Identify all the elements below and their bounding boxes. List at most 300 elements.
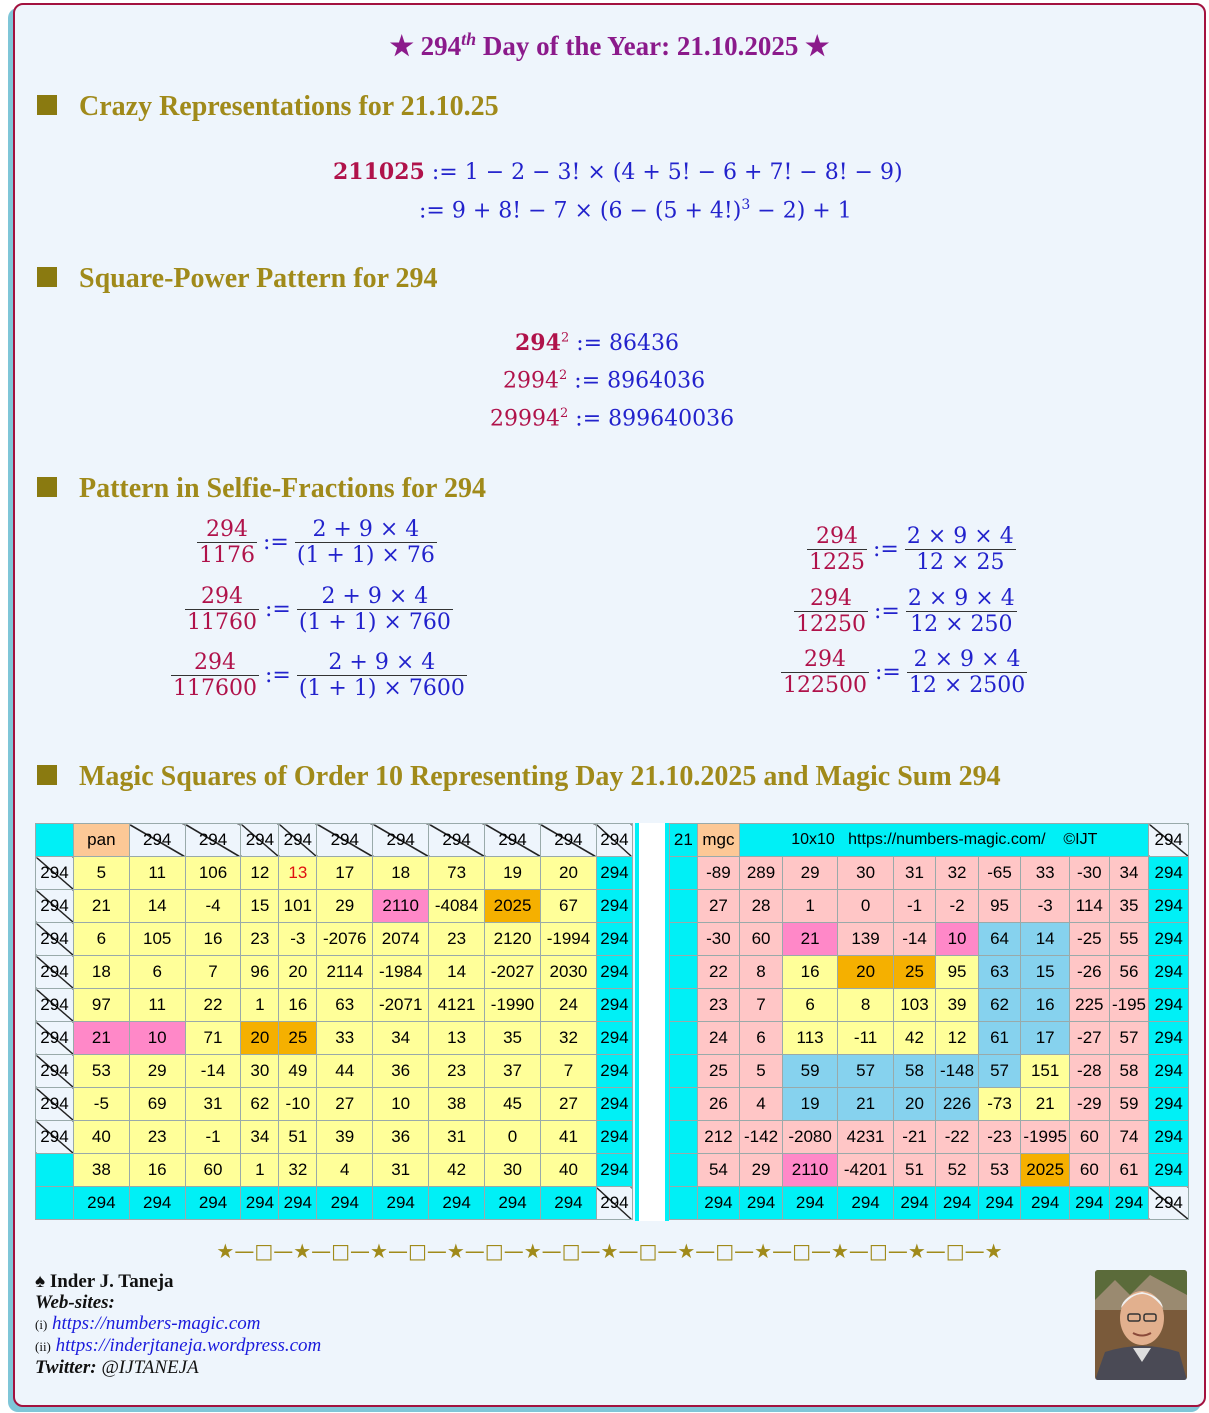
twitter-label: Twitter: — [35, 1357, 97, 1378]
magic-cell: 73 — [429, 857, 485, 890]
magic-cell: 51 — [893, 1154, 935, 1187]
column-sum-cell: 294 — [1070, 1187, 1110, 1220]
magic-cell: 1 — [241, 1154, 279, 1187]
magic-cell: 27 — [540, 1088, 596, 1121]
magic-cell: 139 — [838, 923, 893, 956]
magic-cell: 7 — [185, 956, 241, 989]
author-photo — [1095, 1270, 1187, 1380]
magic-cell: 44 — [317, 1055, 373, 1088]
diagonal-sum-cell: 294 — [596, 824, 632, 857]
website-link-1[interactable]: https://numbers-magic.com — [52, 1313, 261, 1334]
magic-cell: -3 — [1021, 890, 1070, 923]
magic-cell: -2076 — [317, 923, 373, 956]
row-sum-cell: 294 — [596, 956, 632, 989]
row-sum-cell: 294 — [1149, 989, 1189, 1022]
empty-cell — [36, 1187, 74, 1220]
magic-cell: -2027 — [485, 956, 541, 989]
row-sum-cell: 294 — [596, 923, 632, 956]
diagonal-sum-cell: 294 — [317, 824, 373, 857]
column-sum-cell: 294 — [241, 1187, 279, 1220]
magic-cell: -14 — [893, 923, 935, 956]
column-sum-cell: 294 — [129, 1187, 185, 1220]
magic-cell: 18 — [373, 857, 429, 890]
magic-cell: 62 — [241, 1088, 279, 1121]
magic-cell: 29 — [782, 857, 837, 890]
magic-cell: 42 — [893, 1022, 935, 1055]
empty-cell — [670, 1121, 698, 1154]
magic-cell: 2110 — [782, 1154, 837, 1187]
magic-cell: 5 — [740, 1055, 783, 1088]
magic-cell: 54 — [697, 1154, 740, 1187]
column-sum-cell: 294 — [429, 1187, 485, 1220]
square-bullet-icon — [37, 267, 57, 287]
magic-cell: -1984 — [373, 956, 429, 989]
empty-cell — [670, 989, 698, 1022]
selfie-fraction-left-3: $\frac{294}{117600}$ := $\frac{2 + 9 \times 4}{(1 + 1) \times 7600}$ — [173, 650, 465, 701]
magic-cell: -2 — [936, 890, 979, 923]
magic-cell: 55 — [1109, 923, 1149, 956]
magic-cell: 30 — [241, 1055, 279, 1088]
column-sum-cell: 294 — [279, 1187, 317, 1220]
magic-cell: 7 — [540, 1055, 596, 1088]
empty-cell — [670, 1187, 698, 1220]
magic-cell: 17 — [317, 857, 373, 890]
magic-cell: 52 — [936, 1154, 979, 1187]
square-bullet-icon — [37, 95, 57, 115]
magic-cell: 16 — [1021, 989, 1070, 1022]
empty-cell — [670, 1055, 698, 1088]
magic-cell: 29 — [740, 1154, 783, 1187]
magic-cell: 31 — [185, 1088, 241, 1121]
author-block: ♠ Inder J. Taneja Web-sites: (i) https://numbers-magic.com (ii) https://inderjtaneja.wordpress.com Twitter: @IJTANEJA — [35, 1271, 322, 1378]
magic-cell: 7 — [740, 989, 783, 1022]
magic-cell: 17 — [1021, 1022, 1070, 1055]
magic-cell: 151 — [1021, 1055, 1070, 1088]
magic-cell: 14 — [429, 956, 485, 989]
magic-cell: 62 — [978, 989, 1020, 1022]
magic-cell: -65 — [978, 857, 1020, 890]
magic-cell: 106 — [185, 857, 241, 890]
header-text: 10x10 https://numbers-magic.com/ ©IJT — [740, 824, 1149, 857]
magic-cell: 38 — [73, 1154, 129, 1187]
row-sum-cell: 294 — [36, 1022, 74, 1055]
magic-cell: 2114 — [317, 956, 373, 989]
magic-cell: -26 — [1070, 956, 1110, 989]
magic-cell: 53 — [978, 1154, 1020, 1187]
magic-cell: 23 — [697, 989, 740, 1022]
twitter-handle: @IJTANEJA — [101, 1357, 199, 1378]
magic-cell: 1 — [241, 989, 279, 1022]
magic-cell: 59 — [782, 1055, 837, 1088]
section-crazy-heading: Crazy Representations for 21.10.25 — [37, 91, 499, 123]
magic-cell: 64 — [978, 923, 1020, 956]
row-sum-cell: 294 — [596, 857, 632, 890]
row-sum-cell: 294 — [596, 1088, 632, 1121]
magic-cell: 2110 — [373, 890, 429, 923]
magic-cell: -28 — [1070, 1055, 1110, 1088]
magic-cell: -22 — [936, 1121, 979, 1154]
column-sum-cell: 294 — [697, 1187, 740, 1220]
row-sum-cell: 294 — [36, 1088, 74, 1121]
magic-cell: 27 — [317, 1088, 373, 1121]
magic-cell: 105 — [129, 923, 185, 956]
magic-cell: -142 — [740, 1121, 783, 1154]
magic-cell: 51 — [279, 1121, 317, 1154]
diagonal-sum-cell: 294 — [1149, 1187, 1189, 1220]
magic-cell: 30 — [485, 1154, 541, 1187]
magic-cell: 16 — [185, 923, 241, 956]
magic-cell: 13 — [429, 1022, 485, 1055]
magic-cell: 36 — [373, 1121, 429, 1154]
magic-cell: 25 — [893, 956, 935, 989]
title-date: Day of the Year: 21.10.2025 ★ — [476, 31, 830, 61]
magic-cell: 61 — [978, 1022, 1020, 1055]
magic-cell: -195 — [1109, 989, 1149, 1022]
magic-cell: 225 — [1070, 989, 1110, 1022]
magic-cell: 95 — [936, 956, 979, 989]
selfie-fraction-right-1: $\frac{294}{1225}$ := $\frac{2 \times 9 \times 4}{12 \times 25}$ — [809, 524, 1014, 575]
magic-cell: -1994 — [540, 923, 596, 956]
magic-cell: 11 — [129, 857, 185, 890]
magic-cell: 2025 — [485, 890, 541, 923]
magic-cell: 113 — [782, 1022, 837, 1055]
magic-cell: -30 — [697, 923, 740, 956]
websites-label: Web-sites: — [35, 1292, 115, 1313]
magic-cell: 23 — [429, 923, 485, 956]
magic-cell: 40 — [540, 1154, 596, 1187]
mgc-label: mgc — [697, 824, 740, 857]
row-sum-cell: 294 — [1149, 1088, 1189, 1121]
magic-cell: 25 — [279, 1022, 317, 1055]
corner-cell — [36, 824, 74, 857]
selfie-fraction-left-1: $\frac{294}{1176}$ := $\frac{2 + 9 \times 4}{(1 + 1) \times 76}$ — [199, 517, 435, 568]
empty-cell — [670, 923, 698, 956]
magic-cell: 21 — [73, 1022, 129, 1055]
column-sum-cell: 294 — [838, 1187, 893, 1220]
magic-cell: 4231 — [838, 1121, 893, 1154]
magic-cell: -30 — [1070, 857, 1110, 890]
magic-cell: -5 — [73, 1088, 129, 1121]
magic-cell: -4084 — [429, 890, 485, 923]
author-name: ♠ Inder J. Taneja — [35, 1271, 174, 1292]
page-card — [13, 3, 1206, 1407]
magic-cell: 2030 — [540, 956, 596, 989]
magic-cell: 22 — [185, 989, 241, 1022]
row-sum-cell: 294 — [596, 1121, 632, 1154]
row-sum-cell: 294 — [1149, 1022, 1189, 1055]
magic-cell: 21 — [73, 890, 129, 923]
magic-cell: 60 — [740, 923, 783, 956]
magic-cell: 289 — [740, 857, 783, 890]
row-sum-cell: 294 — [596, 1055, 632, 1088]
empty-cell — [670, 1088, 698, 1121]
magic-cell: 42 — [429, 1154, 485, 1187]
magic-cell: -23 — [978, 1121, 1020, 1154]
magic-cell: 11 — [129, 989, 185, 1022]
magic-cell: 21 — [1021, 1088, 1070, 1121]
column-sum-cell: 294 — [373, 1187, 429, 1220]
column-sum-cell: 294 — [73, 1187, 129, 1220]
diagonal-sum-cell: 294 — [241, 824, 279, 857]
magic-cell: 226 — [936, 1088, 979, 1121]
diagonal-sum-cell: 294 — [373, 824, 429, 857]
diagonal-sum-cell: 294 — [129, 824, 185, 857]
magic-cell: 6 — [740, 1022, 783, 1055]
magic-cell: -89 — [697, 857, 740, 890]
title-sup: th — [461, 29, 477, 49]
magic-cell: 6 — [129, 956, 185, 989]
magic-cell: 13 — [279, 857, 317, 890]
square-bullet-icon — [37, 765, 57, 785]
diagonal-sum-cell: 294 — [429, 824, 485, 857]
magic-cell: 36 — [373, 1055, 429, 1088]
magic-cell: 10 — [129, 1022, 185, 1055]
row-sum-cell: 294 — [1149, 857, 1189, 890]
pan-label: pan — [73, 824, 129, 857]
magic-cell: -10 — [279, 1088, 317, 1121]
magic-cell: 38 — [429, 1088, 485, 1121]
row-sum-cell: 294 — [36, 890, 74, 923]
magic-cell: 45 — [485, 1088, 541, 1121]
row-sum-cell: 294 — [36, 1055, 74, 1088]
magic-cell: 60 — [185, 1154, 241, 1187]
magic-cell: 29 — [317, 890, 373, 923]
crazy-rhs-1: := 1 − 2 − 3! × (4 + 5! − 6 + 7! − 8! − 9) — [431, 160, 903, 185]
square-bullet-icon — [37, 477, 57, 497]
square-power-row-1: $294^2$ := 86436 — [515, 330, 680, 356]
magic-cell: 33 — [317, 1022, 373, 1055]
magic-cell: 20 — [893, 1088, 935, 1121]
magic-cell: -14 — [185, 1055, 241, 1088]
diagonal-sum-cell: 294 — [279, 824, 317, 857]
row-sum-cell: 294 — [596, 890, 632, 923]
magic-cell: 20 — [540, 857, 596, 890]
magic-cell: 25 — [697, 1055, 740, 1088]
magic-cell: 16 — [279, 989, 317, 1022]
diagonal-sum-cell: 294 — [596, 1187, 632, 1220]
magic-cell: 20 — [241, 1022, 279, 1055]
magic-cell: 21 — [782, 923, 837, 956]
magic-cell: 32 — [540, 1022, 596, 1055]
magic-cell: -25 — [1070, 923, 1110, 956]
corner-label: 21 — [670, 824, 698, 857]
magic-cell: 33 — [1021, 857, 1070, 890]
magic-cell: 8 — [740, 956, 783, 989]
magic-cell: 29 — [129, 1055, 185, 1088]
column-sum-cell: 294 — [1109, 1187, 1149, 1220]
diagonal-sum-cell: 294 — [1149, 824, 1189, 857]
magic-cell: 14 — [1021, 923, 1070, 956]
magic-cell: -4 — [185, 890, 241, 923]
magic-cell: 35 — [485, 1022, 541, 1055]
magic-cell: 6 — [73, 923, 129, 956]
magic-cell: 21 — [838, 1088, 893, 1121]
row-sum-cell: 294 — [1149, 1055, 1189, 1088]
magic-cell: -73 — [978, 1088, 1020, 1121]
row-sum-cell: 294 — [1149, 1154, 1189, 1187]
row-sum-cell: 294 — [596, 1154, 632, 1187]
selfie-fraction-left-2: $\frac{294}{11760}$ := $\frac{2 + 9 \times 4}{(1 + 1) \times 760}$ — [187, 584, 451, 635]
magic-cell: 26 — [697, 1088, 740, 1121]
magic-cell: 101 — [279, 890, 317, 923]
crazy-line-2: := 9 + 8! − $7 \times (6 - (5 + 4!)^3 - 2) + 1$ — [419, 197, 852, 224]
magic-cell: 15 — [1021, 956, 1070, 989]
empty-cell — [36, 1154, 74, 1187]
magic-cell: -2080 — [782, 1121, 837, 1154]
crazy-line-1 — [333, 159, 903, 185]
column-sum-cell: 294 — [740, 1187, 783, 1220]
magic-cell: 22 — [697, 956, 740, 989]
magic-cell: 56 — [1109, 956, 1149, 989]
magic-cell: 103 — [893, 989, 935, 1022]
magic-square-right — [669, 823, 1189, 1220]
empty-cell — [670, 890, 698, 923]
magic-cell: 20 — [838, 956, 893, 989]
magic-cell: 2074 — [373, 923, 429, 956]
empty-cell — [670, 857, 698, 890]
section-square-power-heading: Square-Power Pattern for 294 — [37, 263, 438, 295]
magic-cell: 10 — [373, 1088, 429, 1121]
magic-cell: -3 — [279, 923, 317, 956]
square-gap — [635, 823, 669, 1221]
page-title — [15, 29, 1204, 62]
magic-cell: 23 — [429, 1055, 485, 1088]
magic-cell: 5 — [73, 857, 129, 890]
column-sum-cell: 294 — [893, 1187, 935, 1220]
magic-cell: 20 — [279, 956, 317, 989]
magic-cell: 39 — [936, 989, 979, 1022]
magic-cell: -1 — [893, 890, 935, 923]
magic-cell: 67 — [540, 890, 596, 923]
magic-cell: 97 — [73, 989, 129, 1022]
magic-cell: 37 — [485, 1055, 541, 1088]
column-sum-cell: 294 — [1021, 1187, 1070, 1220]
magic-cell: 28 — [740, 890, 783, 923]
column-sum-cell: 294 — [936, 1187, 979, 1220]
row-sum-cell: 294 — [1149, 923, 1189, 956]
magic-cell: 31 — [893, 857, 935, 890]
magic-cell: 57 — [1109, 1022, 1149, 1055]
magic-square-left — [35, 823, 633, 1220]
column-sum-cell: 294 — [317, 1187, 373, 1220]
empty-cell — [670, 1022, 698, 1055]
row-sum-cell: 294 — [36, 989, 74, 1022]
magic-cell: 57 — [838, 1055, 893, 1088]
row-sum-cell: 294 — [1149, 890, 1189, 923]
magic-cell: 96 — [241, 956, 279, 989]
diagonal-sum-cell: 294 — [185, 824, 241, 857]
magic-cell: 4 — [317, 1154, 373, 1187]
magic-cell: 0 — [838, 890, 893, 923]
magic-cell: 2120 — [485, 923, 541, 956]
magic-cell: 58 — [1109, 1055, 1149, 1088]
magic-cell: 35 — [1109, 890, 1149, 923]
magic-cell: 34 — [241, 1121, 279, 1154]
magic-cell: 16 — [129, 1154, 185, 1187]
selfie-fraction-right-2: $\frac{294}{12250}$ := $\frac{2 \times 9 \times 4}{12 \times 250}$ — [796, 586, 1015, 637]
section-selfie-heading: Pattern in Selfie-Fractions for 294 — [37, 473, 486, 505]
row-sum-cell: 294 — [596, 989, 632, 1022]
magic-cell: -29 — [1070, 1088, 1110, 1121]
square-power-row-2: 2994$^2$ := 8964036 — [503, 368, 706, 394]
diagonal-sum-cell: 294 — [485, 824, 541, 857]
magic-cell: 114 — [1070, 890, 1110, 923]
magic-cell: 23 — [241, 923, 279, 956]
magic-cell: 4 — [740, 1088, 783, 1121]
column-sum-cell: 294 — [540, 1187, 596, 1220]
row-sum-cell: 294 — [1149, 956, 1189, 989]
magic-cell: 1 — [782, 890, 837, 923]
magic-cell: 2025 — [1021, 1154, 1070, 1187]
column-sum-cell: 294 — [185, 1187, 241, 1220]
magic-cell: -21 — [893, 1121, 935, 1154]
magic-cell: 0 — [485, 1121, 541, 1154]
selfie-fraction-right-3: $\frac{294}{122500}$ := $\frac{2 \times 9 \times 4}{12 \times 2500}$ — [783, 647, 1026, 698]
row-sum-cell: 294 — [1149, 1121, 1189, 1154]
magic-cell: -1990 — [485, 989, 541, 1022]
magic-cell: 39 — [317, 1121, 373, 1154]
magic-cell: 60 — [1070, 1121, 1110, 1154]
magic-cell: 40 — [73, 1121, 129, 1154]
magic-cell: 34 — [373, 1022, 429, 1055]
magic-cell: 16 — [782, 956, 837, 989]
magic-cell: 4121 — [429, 989, 485, 1022]
magic-cell: -4201 — [838, 1154, 893, 1187]
square-power-row-3: 29994$^2$ := 899640036 — [490, 406, 735, 432]
magic-cell: 12 — [241, 857, 279, 890]
section-magic-heading: Magic Squares of Order 10 Representing Day 21.10.2025 and Magic Sum 294 — [37, 761, 1001, 793]
magic-cell: 24 — [540, 989, 596, 1022]
magic-cell: 8 — [838, 989, 893, 1022]
magic-cell: 18 — [73, 956, 129, 989]
divider-stars: ★—□—★—□—★—□—★—□—★—□—★—□—★—□—★—□—★—□—★—□—★ — [216, 1239, 1003, 1263]
row-sum-cell: 294 — [36, 923, 74, 956]
magic-cell: 63 — [317, 989, 373, 1022]
column-sum-cell: 294 — [782, 1187, 837, 1220]
magic-cell: 19 — [485, 857, 541, 890]
magic-cell: 6 — [782, 989, 837, 1022]
magic-cell: 57 — [978, 1055, 1020, 1088]
magic-cell: 71 — [185, 1022, 241, 1055]
empty-cell — [670, 956, 698, 989]
magic-cell: -27 — [1070, 1022, 1110, 1055]
magic-cell: 69 — [129, 1088, 185, 1121]
magic-cell: 24 — [697, 1022, 740, 1055]
website-link-2[interactable]: https://inderjtaneja.wordpress.com — [55, 1335, 322, 1356]
magic-cell: 53 — [73, 1055, 129, 1088]
magic-cell: 32 — [936, 857, 979, 890]
magic-cell: 23 — [129, 1121, 185, 1154]
magic-cell: -11 — [838, 1022, 893, 1055]
magic-cell: 19 — [782, 1088, 837, 1121]
magic-cell: 14 — [129, 890, 185, 923]
magic-cell: 74 — [1109, 1121, 1149, 1154]
column-sum-cell: 294 — [978, 1187, 1020, 1220]
magic-cell: 15 — [241, 890, 279, 923]
magic-cell: 32 — [279, 1154, 317, 1187]
magic-cell: 12 — [936, 1022, 979, 1055]
magic-cell: 61 — [1109, 1154, 1149, 1187]
magic-cell: 34 — [1109, 857, 1149, 890]
title-day: ★ 294 — [389, 31, 462, 61]
diagonal-sum-cell: 294 — [540, 824, 596, 857]
magic-cell: -1995 — [1021, 1121, 1070, 1154]
magic-cell: -148 — [936, 1055, 979, 1088]
row-sum-cell: 294 — [36, 1121, 74, 1154]
magic-cell: 41 — [540, 1121, 596, 1154]
empty-cell — [670, 1154, 698, 1187]
row-sum-cell: 294 — [36, 956, 74, 989]
